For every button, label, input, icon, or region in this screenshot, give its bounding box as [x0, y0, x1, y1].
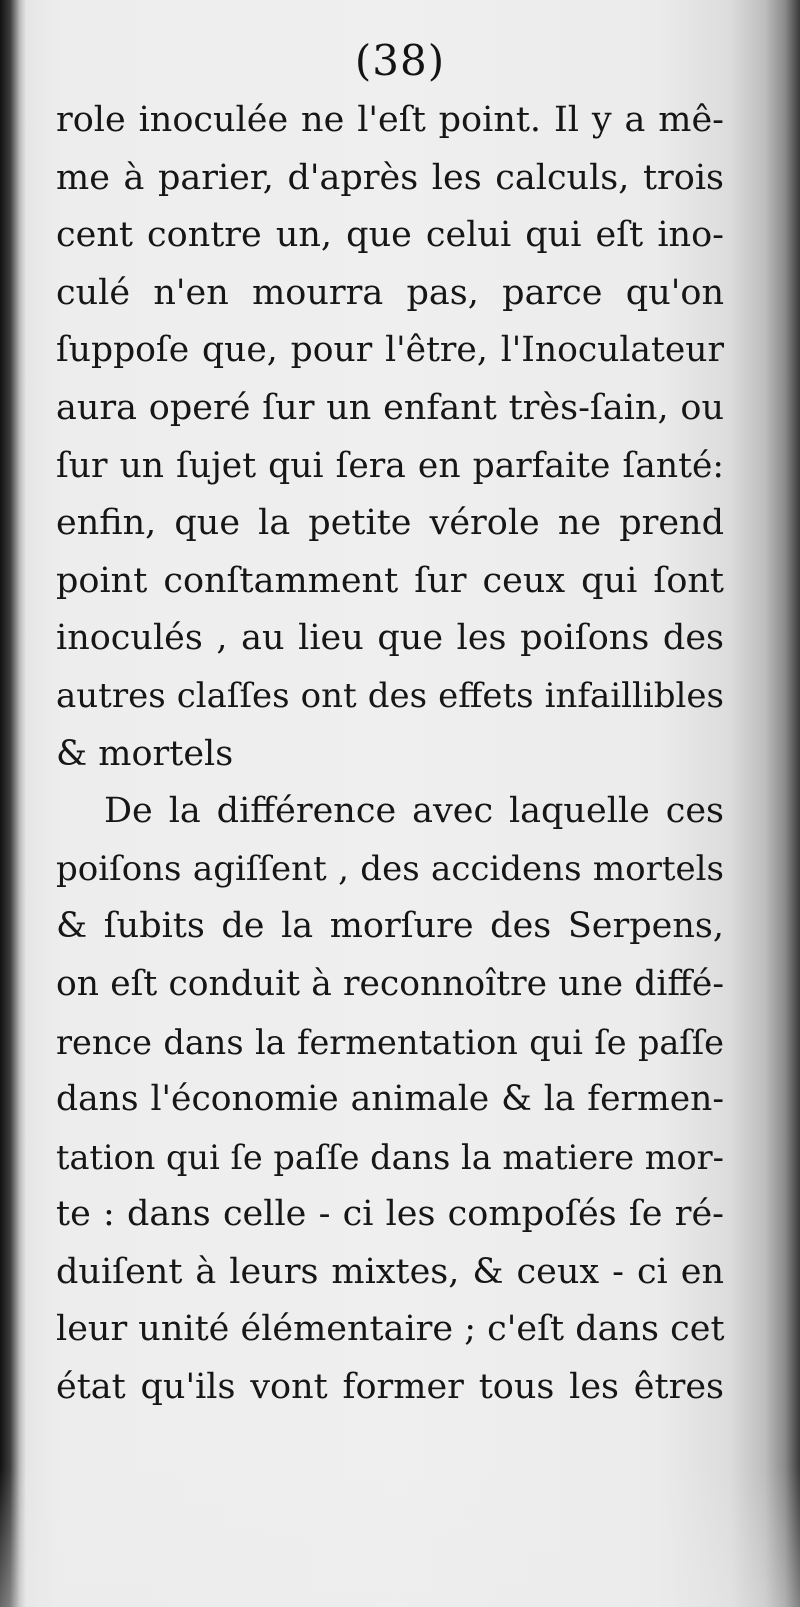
- text-line: inoculés , au lieu que les poiſons des: [56, 618, 724, 659]
- text-line: on eſt conduit à reconnoître une diffé-: [56, 963, 724, 1004]
- text-line: role inoculée ne l'eſt point. Il y a mê-: [56, 100, 724, 140]
- text-line: te : dans celle - ci les compoſés ſe ré-: [56, 1194, 724, 1235]
- text-line: me à parier, d'après les calculs, trois: [56, 157, 724, 198]
- text-line: leur unité élémentaire ; c'eſt dans cet: [56, 1309, 725, 1350]
- page-bottom-margin: [0, 1467, 800, 1607]
- text-line: ſuppoſe que, pour l'être, l'Inoculateur: [56, 330, 724, 371]
- binding-shadow: [0, 0, 26, 1607]
- text-line: & ſubits de la morſure des Serpens,: [56, 906, 724, 947]
- paragraph-start-line: De la différence avec laquelle ces: [104, 791, 724, 832]
- text-line: autres claſſes ont des effets infaillibles: [56, 675, 724, 716]
- text-line: état qu'ils vont former tous les êtres: [56, 1367, 724, 1408]
- text-line: duiſent à leurs mixtes, & ceux - ci en: [56, 1251, 724, 1292]
- text-line: tation qui ſe paſſe dans la matiere mor-: [56, 1137, 724, 1177]
- text-line: ſur un ſujet qui ſera en parfaite ſanté:: [56, 445, 724, 486]
- text-line: culé n'en mourra pas, parce qu'on: [56, 272, 724, 313]
- text-line: enfin, que la petite vérole ne prend: [56, 503, 724, 544]
- text-line: rence dans la fermentation qui ſe paſſe: [56, 1022, 724, 1062]
- text-line: point conſtamment ſur ceux qui ſont: [56, 560, 724, 601]
- text-line: cent contre un, que celui qui eſt ino-: [56, 215, 724, 256]
- text-line: poiſons agiſſent , des accidens mortels: [56, 848, 724, 889]
- text-line: dans l'économie animale & la fermen-: [56, 1079, 724, 1120]
- page-body-text: [56, 92, 724, 1417]
- page-number: (38): [354, 36, 446, 85]
- text-line: aura operé ſur un enfant très-ſain, ou: [56, 387, 724, 428]
- paragraph-end-line: & mortels: [56, 733, 234, 774]
